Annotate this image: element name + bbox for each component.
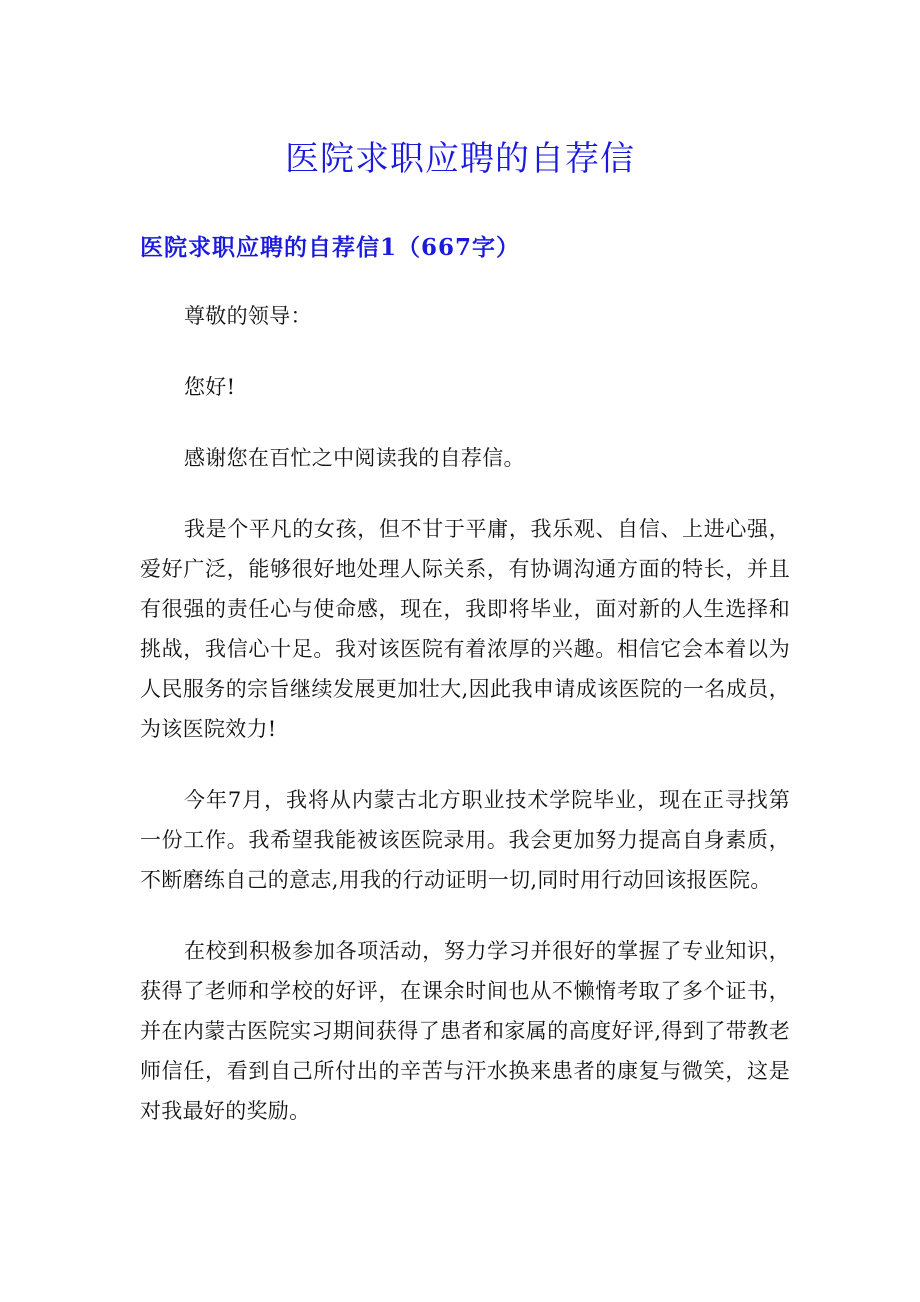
- paragraph: 我是个平凡的女孩，但不甘于平庸，我乐观、自信、上进心强，爱好广泛，能够很好地处理人际关系，有协调沟通方面的特长，并且有很强的责任心与使命感，现在，我即将毕业，面对新的人生选择和挑战，我信心十足。我对该医院有着浓厚的兴趣。相信它会本着以为人民服务的宗旨继续发展更加壮大,因此我申请成该医院的一名成员，为该医院效力!: [140, 517, 790, 741]
- paragraph: 在校到积极参加各项活动，努力学习并很好的掌握了专业知识，获得了老师和学校的好评，在课余时间也从不懒惰考取了多个证书，并在内蒙古医院实习期间获得了患者和家属的高度好评,得到了带教老师信任，看到自己所付出的辛苦与汗水换来患者的康复与微笑，这是对我最好的奖励。: [140, 939, 790, 1123]
- section-heading: 医院求职应聘的自荐信1（667字）: [140, 234, 521, 261]
- paragraph: 感谢您在百忙之中阅读我的自荐信。: [184, 446, 525, 470]
- salutation: 尊敬的领导：: [184, 304, 312, 328]
- document-title: 医院求职应聘的自荐信: [285, 139, 635, 179]
- greeting: 您好!: [184, 375, 236, 399]
- paragraph: 今年7月，我将从内蒙古北方职业技术学院毕业，现在正寻找第一份工作。我希望我能被该医院录用。我会更加努力提高自身素质，不断磨练自己的意志,用我的行动证明一切,同时用行动回该报医院。: [140, 788, 790, 892]
- letter-body: [140, 296, 790, 1162]
